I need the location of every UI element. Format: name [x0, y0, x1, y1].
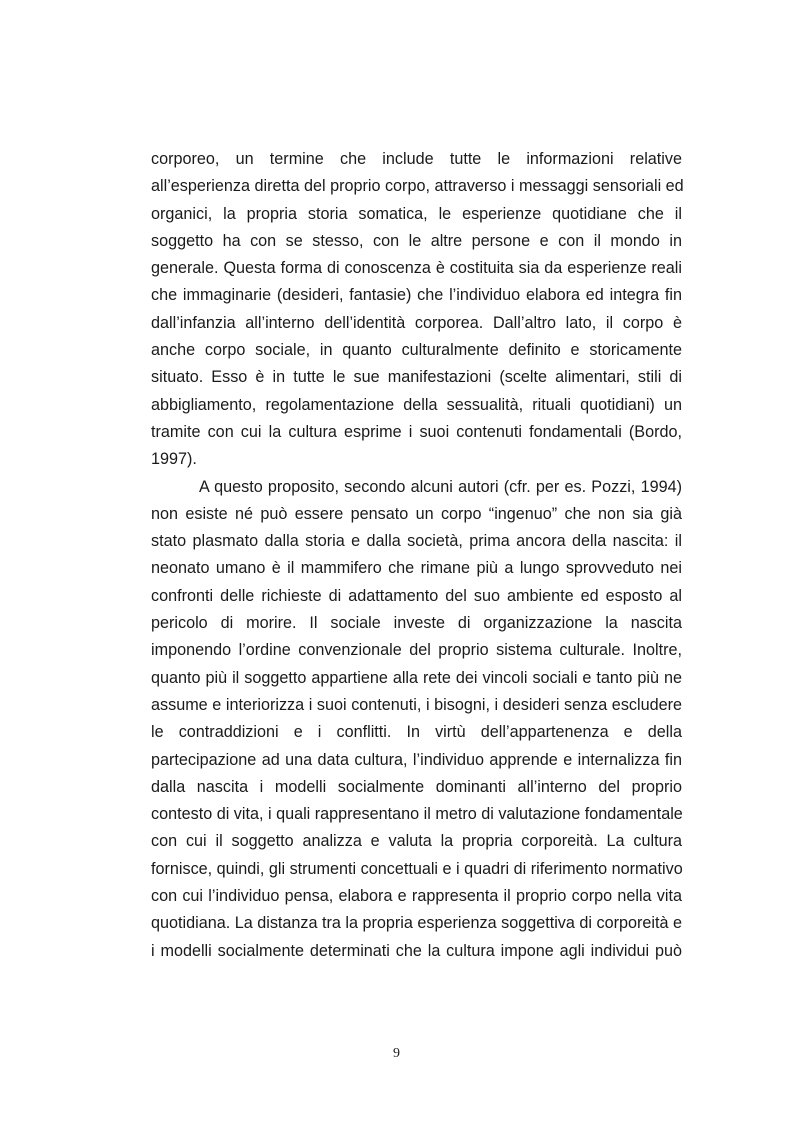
text-line: neonato umano è il mammifero che rimane più a lungo sprovveduto nei — [151, 559, 682, 578]
text-line: tramite con cui la cultura esprime i suoi contenuti fondamentali (Bordo, — [151, 422, 682, 441]
text-line: organici, la propria storia somatica, le esperienze quotidiane che il — [151, 204, 682, 223]
text-line: soggetto ha con se stesso, con le altre persone e con il mondo in — [151, 231, 682, 250]
text-line: stato plasmato dalla storia e dalla società, prima ancora della nascita: il — [151, 532, 682, 551]
text-line: all’esperienza diretta del proprio corpo, attraverso i messaggi sensoriali ed — [151, 177, 684, 196]
text-line: non esiste né può essere pensato un corpo “ingenuo” che non sia già — [151, 504, 682, 523]
text-line: confronti delle richieste di adattamento del suo ambiente ed esposto al — [151, 586, 682, 605]
text-line: i modelli socialmente determinati che la cultura impone agli individui può — [151, 941, 682, 960]
text-line: pericolo di morire. Il sociale investe di organizzazione la nascita — [151, 614, 682, 633]
text-line: A questo proposito, secondo alcuni autori (cfr. per es. Pozzi, 1994) — [199, 477, 682, 496]
body-text — [151, 146, 682, 965]
text-line: contesto di vita, i quali rappresentano il metro di valutazione fondamentale — [151, 805, 683, 824]
text-line: 1997). — [151, 450, 197, 469]
text-line: assume e interiorizza i suoi contenuti, i bisogni, i desideri senza escludere — [151, 695, 682, 714]
text-line: con cui il soggetto analizza e valuta la propria corporeità. La cultura — [151, 832, 682, 851]
text-line: dall’infanzia all’interno dell’identità corporea. Dall’altro lato, il corpo è — [151, 313, 682, 332]
text-line: quanto più il soggetto appartiene alla rete dei vincoli sociali e tanto più ne — [151, 668, 682, 687]
text-line: situato. Esso è in tutte le sue manifestazioni (scelte alimentari, stili di — [151, 368, 682, 387]
text-line: anche corpo sociale, in quanto culturalmente definito e storicamente — [151, 341, 682, 360]
text-line: imponendo l’ordine convenzionale del proprio sistema culturale. Inoltre, — [151, 641, 682, 660]
text-line: le contraddizioni e i conflitti. In virtù dell’appartenenza e della — [151, 723, 682, 742]
text-line: che immaginarie (desideri, fantasie) che l’individuo elabora ed integra fin — [151, 286, 682, 305]
text-line: con cui l’individuo pensa, elabora e rappresenta il proprio corpo nella vita — [151, 887, 682, 906]
page-number: 9 — [393, 1046, 400, 1061]
text-line: quotidiana. La distanza tra la propria esperienza soggettiva di corporeità e — [151, 914, 682, 933]
text-line: partecipazione ad una data cultura, l’individuo apprende e internalizza fin — [151, 750, 682, 769]
text-line: generale. Questa forma di conoscenza è costituita sia da esperienze reali — [151, 259, 682, 278]
text-line: dalla nascita i modelli socialmente dominanti all’interno del proprio — [151, 777, 682, 796]
text-line: fornisce, quindi, gli strumenti concettuali e i quadri di riferimento normativo — [151, 859, 683, 878]
text-line: abbigliamento, regolamentazione della sessualità, rituali quotidiani) un — [151, 395, 682, 414]
text-line: corporeo, un termine che include tutte le informazioni relative — [151, 150, 682, 168]
